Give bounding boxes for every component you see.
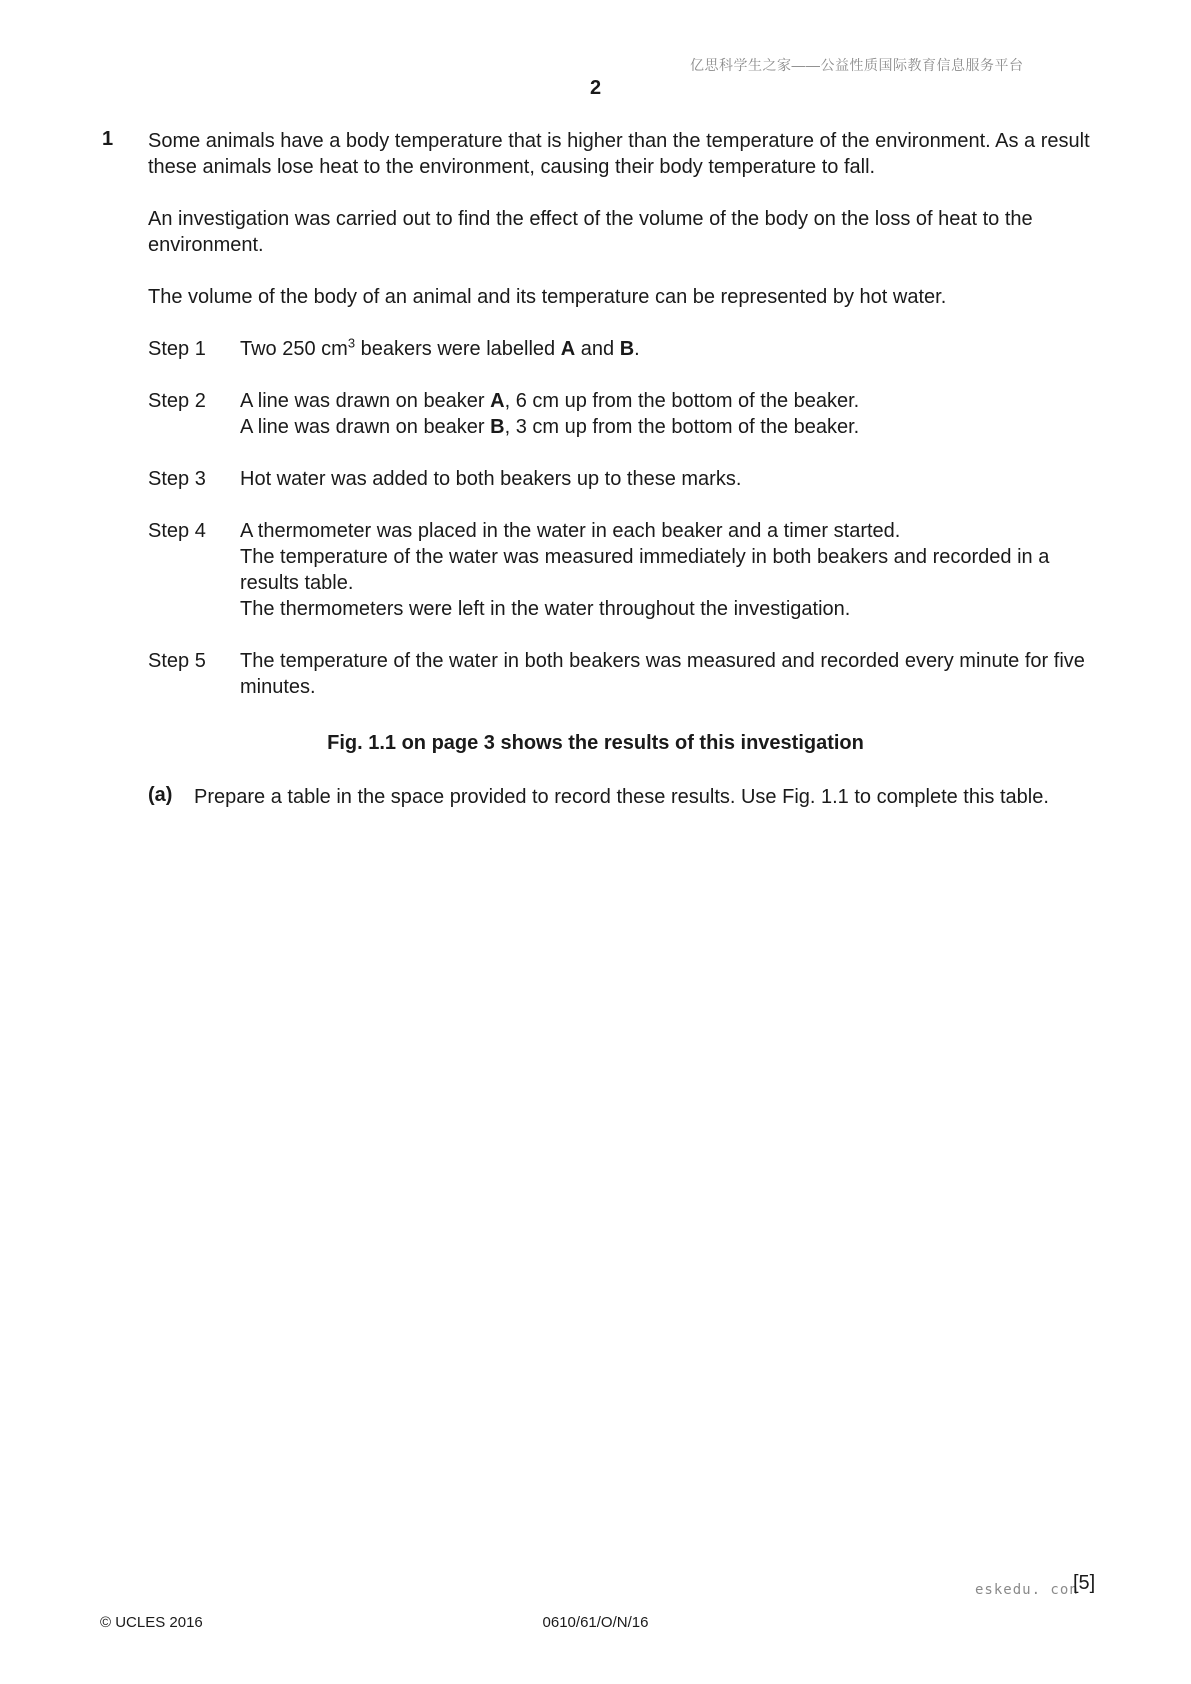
intro-text-3: The volume of the body of an animal and its temperature can be represented by hot water. bbox=[148, 286, 947, 308]
intro-paragraph-1 bbox=[148, 128, 1105, 180]
step-label-5: Step 5 bbox=[148, 650, 206, 672]
step-label-2: Step 2 bbox=[148, 390, 206, 412]
step-label-3: Step 3 bbox=[148, 468, 206, 490]
question-number: 1 bbox=[102, 128, 114, 150]
step-text-run: . bbox=[634, 338, 640, 360]
step-text-run: The thermometers were left in the water throughout the investigation. bbox=[240, 598, 851, 620]
marks-allocation: [5] bbox=[1073, 1572, 1096, 1594]
step-text-run: The temperature of the water in both beakers was measured and recorded every minute for five minutes. bbox=[240, 650, 1085, 698]
step-text-run: Hot water was added to both beakers up to these marks. bbox=[240, 468, 742, 490]
bold-label: A bbox=[560, 338, 576, 360]
footer-code: 0610/61/O/N/16 bbox=[542, 1614, 649, 1631]
bold-label: B bbox=[619, 338, 635, 360]
step-label-1: Step 1 bbox=[148, 338, 206, 360]
step-text-run: A line was drawn on beaker bbox=[240, 390, 491, 412]
part-a-text: Prepare a table in the space provided to record these results. Use Fig. 1.1 to complete this table. bbox=[194, 786, 1049, 808]
intro-text-2: An investigation was carried out to find the effect of the volume of the body on the loss of heat to the environment. bbox=[148, 208, 1033, 256]
step-text-5 bbox=[240, 648, 1105, 700]
intro-paragraph-3 bbox=[148, 284, 1105, 310]
step-text-run: A thermometer was placed in the water in each beaker and a timer started. bbox=[240, 520, 901, 542]
part-a-label: (a) bbox=[148, 784, 173, 806]
superscript: 3 bbox=[347, 335, 356, 351]
intro-paragraph-2 bbox=[148, 206, 1105, 258]
step-text-1 bbox=[240, 336, 1105, 362]
step-text-run: Two 250 cm bbox=[240, 338, 348, 360]
figure-note: Fig. 1.1 on page 3 shows the results of this investigation bbox=[327, 732, 864, 754]
step-text-run: , 6 cm up from the bottom of the beaker. bbox=[504, 390, 860, 412]
footer-copyright: © UCLES 2016 bbox=[100, 1614, 203, 1631]
intro-text-1: Some animals have a body temperature that is higher than the temperature of the environment. As a result these animals lose heat to the environment, causing their body temperature to fall. bbox=[148, 130, 1090, 178]
step-text-run: , 3 cm up from the bottom of the beaker. bbox=[504, 416, 860, 438]
bold-label: A bbox=[490, 390, 505, 412]
step-text-2 bbox=[240, 388, 1105, 440]
page-number: 2 bbox=[589, 77, 602, 99]
step-label-4: Step 4 bbox=[148, 520, 206, 542]
bold-label: B bbox=[490, 416, 505, 438]
step-text-run: and bbox=[575, 338, 620, 360]
step-text-3 bbox=[240, 466, 1105, 492]
footer-watermark: eskedu. con bbox=[975, 1582, 1079, 1598]
step-text-run: beakers were labelled bbox=[355, 338, 561, 360]
step-text-run: A line was drawn on beaker bbox=[240, 416, 491, 438]
step-text-4 bbox=[240, 518, 1105, 622]
header-watermark: 亿思科学生之家——公益性质国际教育信息服务平台 bbox=[690, 57, 1024, 73]
step-text-run: The temperature of the water was measured immediately in both beakers and recorded in a results table. bbox=[240, 546, 1050, 594]
